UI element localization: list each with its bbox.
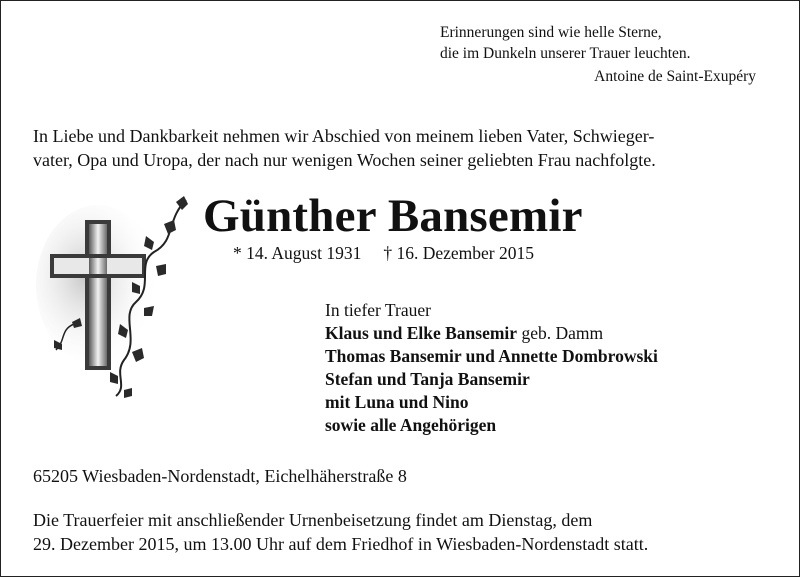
mourner-note: geb. Damm — [517, 323, 604, 343]
mourners-block — [325, 299, 658, 437]
intro-line: In Liebe und Dankbarkeit nehmen wir Abschied von meinem lieben Vater, Schwieger- — [33, 126, 655, 146]
deceased-name: Günther Bansemir — [203, 190, 583, 242]
intro-line: vater, Opa und Uropa, der nach nur wenigen Wochen seiner geliebten Frau nachfolgte. — [33, 150, 656, 170]
quote-line: Erinnerungen sind wie helle Sterne, — [440, 24, 662, 41]
mourner-line — [325, 391, 658, 414]
ceremony-line: Die Trauerfeier mit anschließender Urnenbeisetzung findet am Dienstag, dem — [33, 510, 593, 530]
mourner-line — [325, 414, 658, 437]
ceremony-notice — [33, 508, 773, 556]
death-date: † 16. Dezember 2015 — [383, 243, 535, 263]
quote-author: Antoine de Saint-Exupéry — [594, 68, 756, 85]
quote-block — [440, 22, 756, 87]
mourner-line — [325, 345, 658, 368]
mourner-name: Klaus und Elke Bansemir — [325, 323, 518, 343]
birth-date: * 14. August 1931 — [233, 243, 362, 263]
mourner-line — [325, 368, 658, 391]
life-dates — [233, 243, 534, 264]
intro-text — [33, 124, 773, 172]
address: 65205 Wiesbaden-Nordenstadt, Eichelhäherstraße 8 — [33, 466, 407, 486]
mourner-name: mit Luna und Nino — [325, 392, 469, 412]
mourner-name: Stefan und Tanja Bansemir — [325, 369, 530, 389]
mourner-name: Thomas Bansemir und Annette Dombrowski — [325, 346, 658, 366]
mourners-heading: In tiefer Trauer — [325, 300, 431, 320]
quote-line: die im Dunkeln unserer Trauer leuchten. — [440, 45, 691, 62]
ceremony-line: 29. Dezember 2015, um 13.00 Uhr auf dem Friedhof in Wiesbaden-Nordenstadt statt. — [33, 534, 649, 554]
mourner-line — [325, 322, 658, 345]
cross-with-ivy-icon — [36, 190, 196, 400]
mourner-name: sowie alle Angehörigen — [325, 415, 497, 435]
